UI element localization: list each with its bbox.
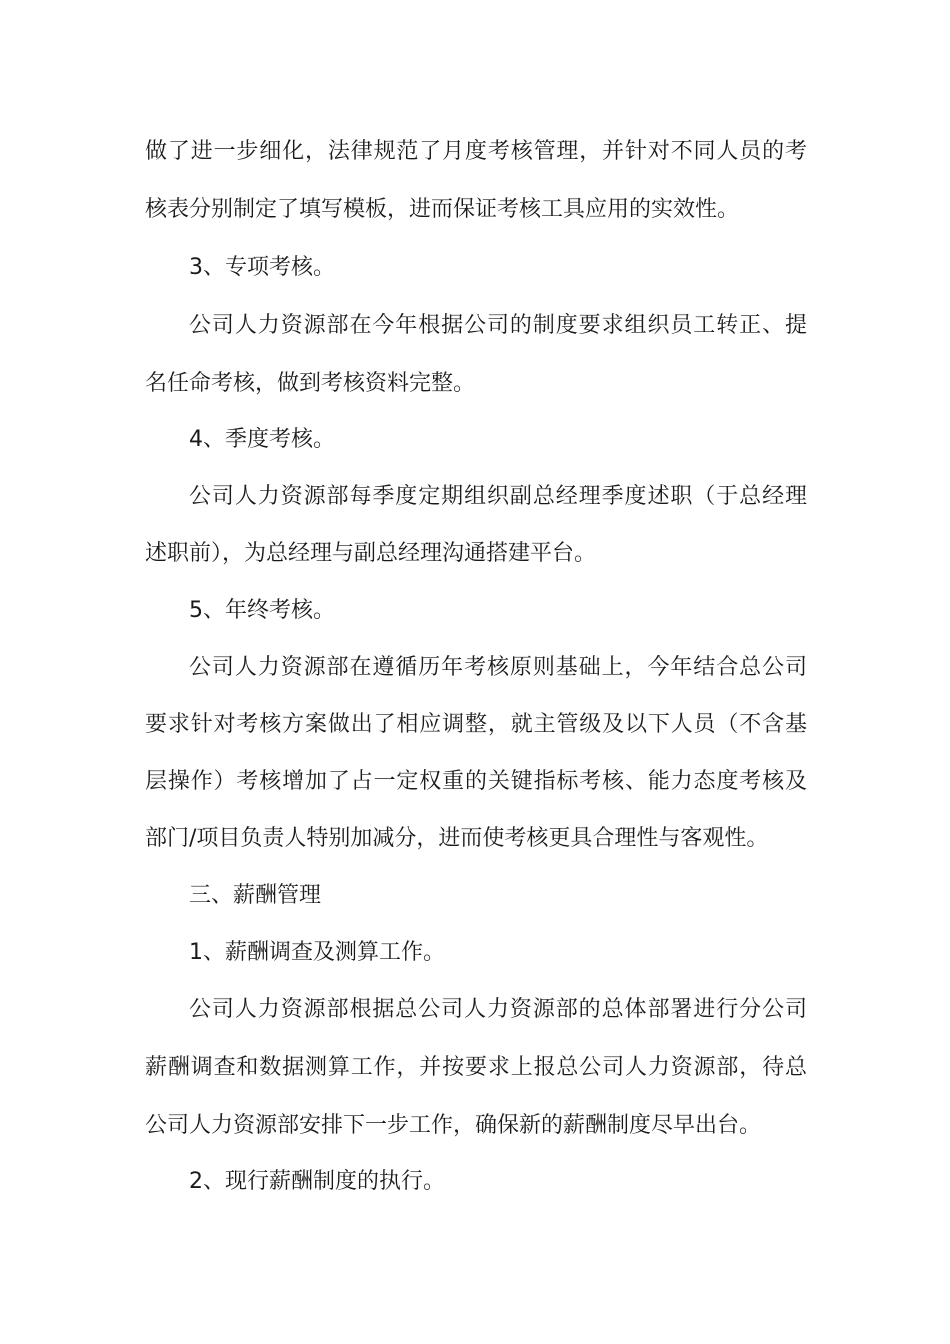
paragraph-line: 层操作）考核增加了占一定权重的关键指标考核、能力态度考核及 bbox=[145, 769, 807, 794]
paragraph-line: 核表分别制定了填写模板，进而保证考核工具应用的实效性。 bbox=[145, 197, 740, 222]
paragraph-line: 公司人力资源部根据总公司人力资源部的总体部署进行分公司 bbox=[189, 997, 807, 1022]
section-heading: 3、专项考核。 bbox=[189, 255, 335, 280]
paragraph-line: 部门/项目负责人特别加减分，进而使考核更具合理性与客观性。 bbox=[145, 826, 769, 851]
paragraph-line: 公司人力资源部安排下一步工作，确保新的薪酬制度尽早出台。 bbox=[145, 1113, 762, 1138]
section-heading: 4、季度考核。 bbox=[189, 427, 335, 452]
chapter-heading: 三、薪酬管理 bbox=[189, 883, 322, 908]
section-heading: 2、现行薪酬制度的执行。 bbox=[189, 1169, 445, 1194]
paragraph-line: 公司人力资源部在今年根据公司的制度要求组织员工转正、提 bbox=[189, 313, 807, 338]
paragraph-line: 做了进一步细化，法律规范了月度考核管理，并针对不同人员的考 bbox=[145, 139, 807, 164]
section-heading: 1、薪酬调查及测算工作。 bbox=[189, 940, 445, 965]
paragraph-line: 名任命考核，做到考核资料完整。 bbox=[145, 371, 476, 396]
paragraph-line: 述职前），为总经理与副总经理沟通搭建平台。 bbox=[145, 541, 597, 566]
paragraph-line: 公司人力资源部在遵循历年考核原则基础上，今年结合总公司 bbox=[189, 655, 807, 680]
paragraph-line: 公司人力资源部每季度定期组织副总经理季度述职（于总经理 bbox=[189, 484, 807, 509]
paragraph-line: 薪酬调查和数据测算工作，并按要求上报总公司人力资源部，待总 bbox=[145, 1055, 807, 1080]
paragraph-line: 要求针对考核方案做出了相应调整，就主管级及以下人员（不含基 bbox=[145, 712, 807, 737]
section-heading: 5、年终考核。 bbox=[189, 598, 335, 623]
